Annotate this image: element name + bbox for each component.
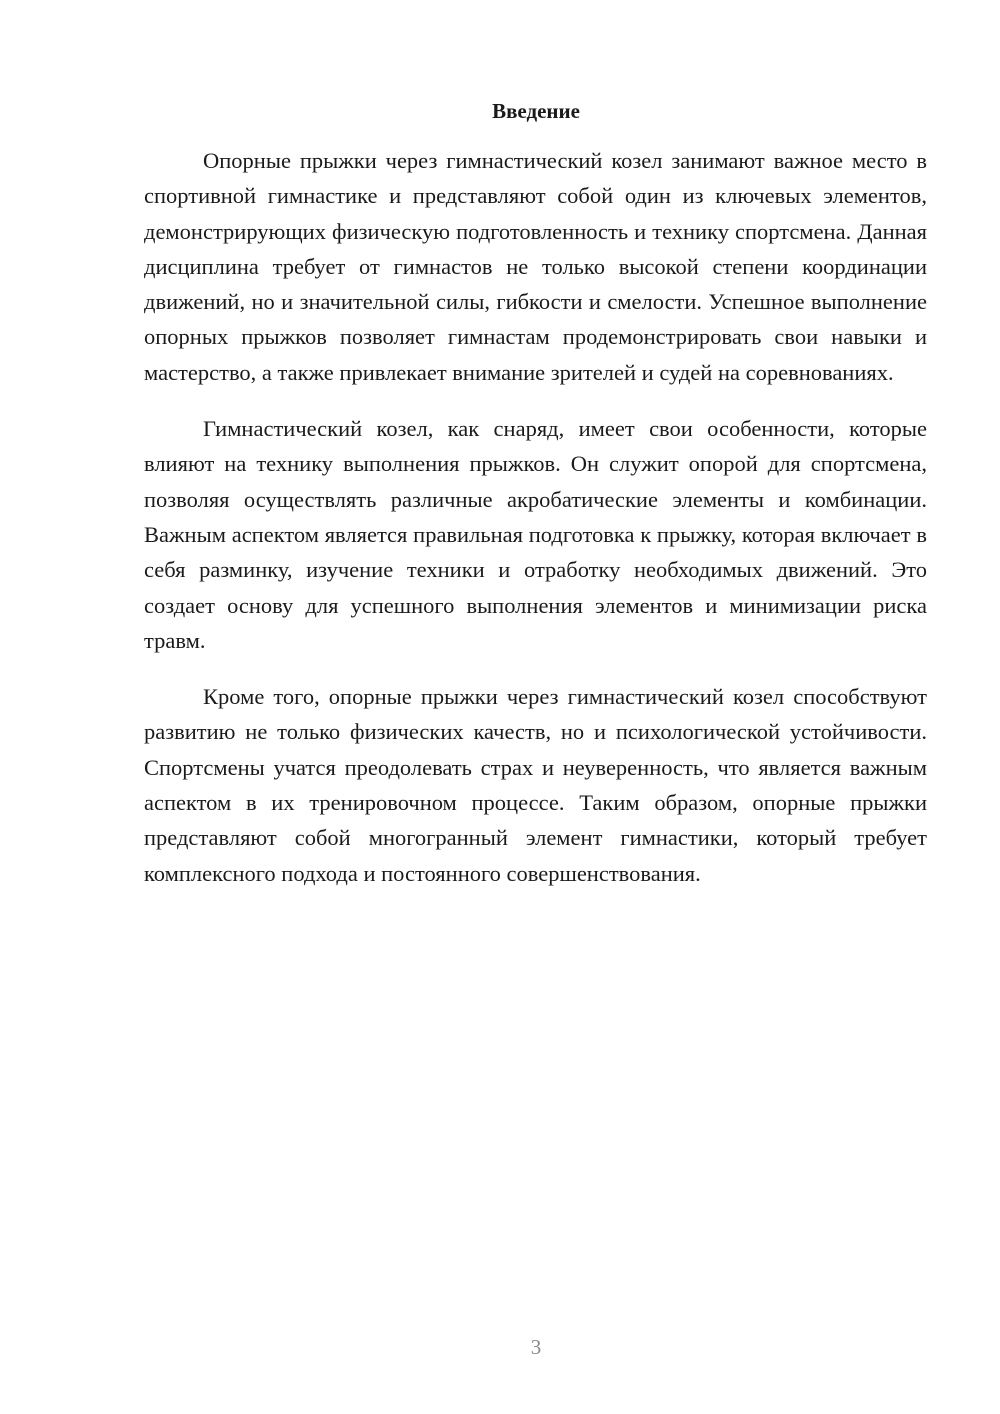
paragraph-3: Кроме того, опорные прыжки через гимнастический козел способствуют развитию не только физических качеств, но и психологической устойчивости. Спортсмены учатся преодолевать страх и неуверенность, что является важным аспектом в их тренировочном процессе. Таким образом, опорные прыжки представляют собой многогранный элемент гимнастики, который требует комплексного подхода и постоянного совершенствования. [144,684,927,886]
paragraph-1: Опорные прыжки через гимнастический козел занимают важное место в спортивной гимнастике и представляют собой один из ключевых элементов, демонстрирующих физическую подготовленность и технику спортсмена. Данная дисциплина требует от гимнастов не только высокой степени координации движений, но и значительной силы, гибкости и смелости. Успешное выполнение опорных прыжков позволяет гимнастам продемонстрировать свои навыки и мастерство, а также привлекает внимание зрителей и судей на соревнованиях. [144,148,927,385]
page-number: 3 [530,1335,542,1359]
section-heading: Введение [492,99,580,123]
body-text [144,143,927,912]
paragraph-2: Гимнастический козел, как снаряд, имеет свои особенности, которые влияют на технику выполнения прыжков. Он служит опорой для спортсмена, позволяя осуществлять различные акробатические элементы и комбинации. Важным аспектом является правильная подготовка к прыжку, которая включает в себя разминку, изучение техники и отработку необходимых движений. Это создает основу для успешного выполнения элементов и минимизации риска травм. [144,416,927,653]
